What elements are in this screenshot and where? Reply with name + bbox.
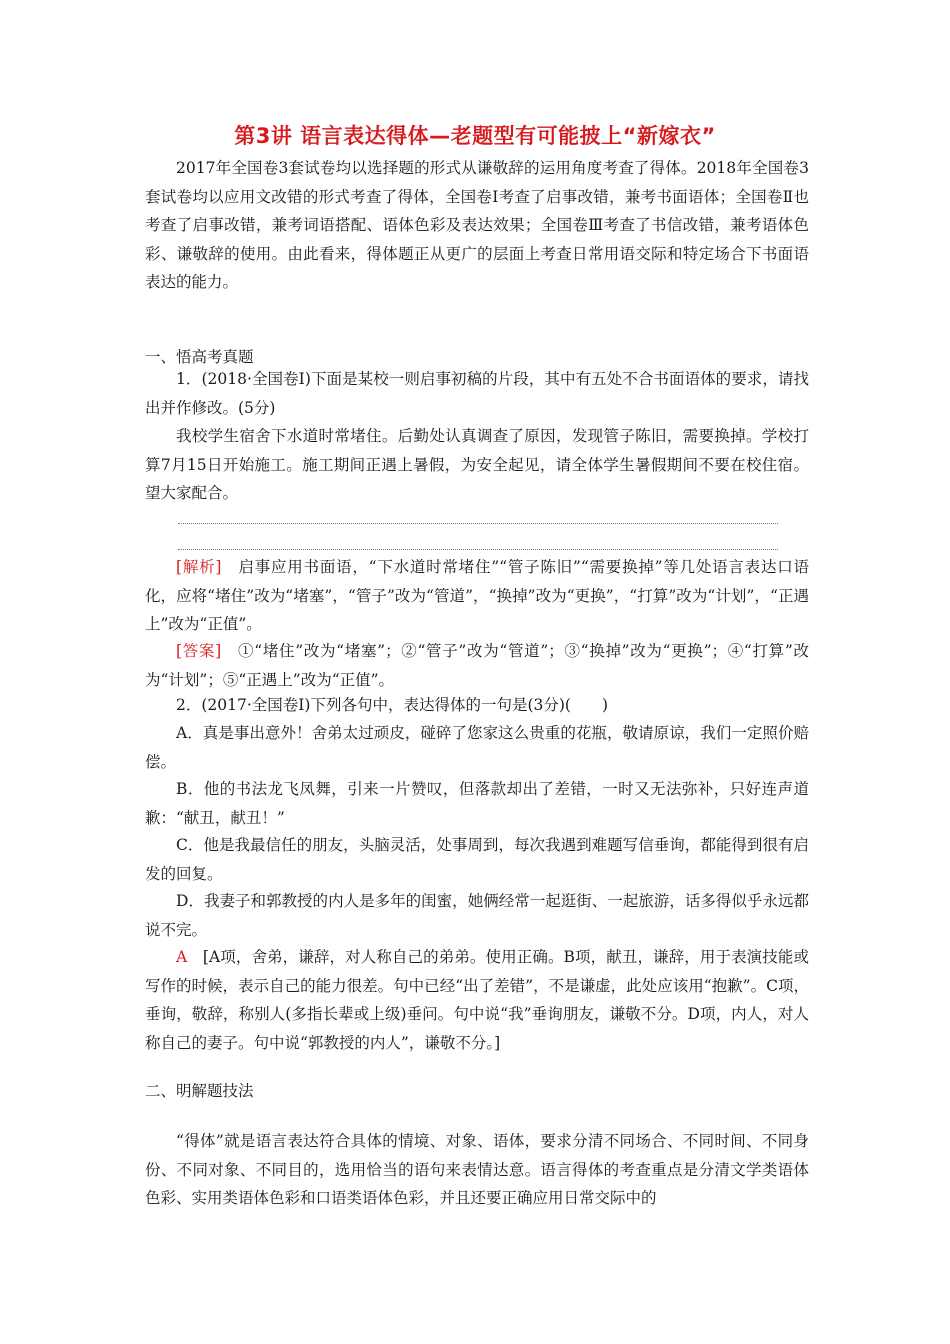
answer-letter: A (176, 948, 188, 966)
question-2-option-c: C．他是我最信任的朋友，头脑灵活，处事周到，每次我遇到难题写信垂询，都能得到很有启发的回复。 (145, 836, 809, 883)
question-2-option-b: B．他的书法龙飞凤舞，引来一片赞叹，但落款却出了差错，一时又无法弥补，只好连声道歉：“献丑，献丑！” (145, 780, 809, 827)
question-2-option-d: D．我妻子和郭教授的内人是多年的闺蜜，她俩经常一起逛街、一起旅游，话多得似乎永远都说不完。 (145, 892, 809, 939)
document-title: 第3讲 语言表达得体—老题型有可能披上“新嫁衣” (234, 124, 716, 148)
answer-tag: [答案] (176, 642, 222, 660)
question-1-analysis (145, 553, 809, 639)
analysis-tag: [解析] (176, 558, 222, 576)
question-2-option-a: A．真是事出意外！舍弟太过顽皮，碰碎了您家这么贵重的花瓶，敬请原谅，我们一定照价赔偿。 (145, 724, 809, 771)
question-1-stem: 1．(2018·全国卷Ⅰ)下面是某校一则启事初稿的片段，其中有五处不合书面语体的要求，请找出并作修改。(5分) (145, 370, 809, 417)
question-2-answer (145, 943, 809, 1057)
answer-line-1 (178, 523, 778, 524)
intro-paragraph: 2017年全国卷3套试卷均以选择题的形式从谦敬辞的运用角度考查了得体。2018年全国卷3套试卷均以应用文改错的形式考查了得体，全国卷Ⅰ考查了启事改错，兼考书面语体；全国卷Ⅱ也考查了启事改错，兼考词语搭配、语体色彩及表达效果；全国卷Ⅲ考查了书信改错，兼考语体色彩、谦敬辞的使用。由此看来，得体题正从更广的层面上考查日常用语交际和特定场合下书面语表达的能力。 (145, 159, 809, 291)
analysis-text: 启事应用书面语，“下水道时常堵住”“管子陈旧”“需要换掉”等几处语言表达口语化，应将“堵住”改为“堵塞”，“管子”改为“管道”，“换掉”改为“更换”，“打算”改为“计划”，“正遇上”改为“正值”。 (145, 558, 809, 633)
method-paragraph: “得体”就是语言表达符合具体的情境、对象、语体，要求分清不同场合、不同时间、不同身份、不同对象、不同目的，选用恰当的语句来表情达意。语言得体的考查重点是分清文学类语体色彩、实用类语体色彩和口语类语体色彩，并且还要正确应用日常交际中的 (145, 1132, 809, 1207)
answer-line-2 (178, 549, 778, 550)
section-heading-2: 二、明解题技法 (145, 1082, 254, 1100)
answer-explanation: [A项，舍弟，谦辞，对人称自己的弟弟。使用正确。B项，献丑，谦辞，用于表演技能或写作的时候，表示自己的能力很差。句中已经“出了差错”，不是谦虚，此处应该用“抱歉”。C项，垂询，敬辞，称别人(多指长辈或上级)垂问。句中说“我”垂询朋友，谦敬不分。D项，内人，对人称自己的妻子。句中说“郭教授的内人”，谦敬不分。] (145, 948, 809, 1052)
question-1-passage: 我校学生宿舍下水道时常堵住。后勤处认真调查了原因，发现管子陈旧，需要换掉。学校打算7月15日开始施工。施工期间正遇上暑假，为安全起见，请全体学生暑假期间不要在校住宿。望大家配合。 (145, 427, 809, 502)
answer-text: ①“堵住”改为“堵塞”；②“管子”改为“管道”；③“换掉”改为“更换”；④“打算”改为“计划”；⑤“正遇上”改为“正值”。 (145, 642, 809, 689)
section-heading-1: 一、悟高考真题 (145, 348, 254, 366)
question-2-stem: 2．(2017·全国卷Ⅰ)下列各句中，表达得体的一句是(3分)( ) (176, 696, 609, 714)
question-1-answer (145, 637, 809, 694)
